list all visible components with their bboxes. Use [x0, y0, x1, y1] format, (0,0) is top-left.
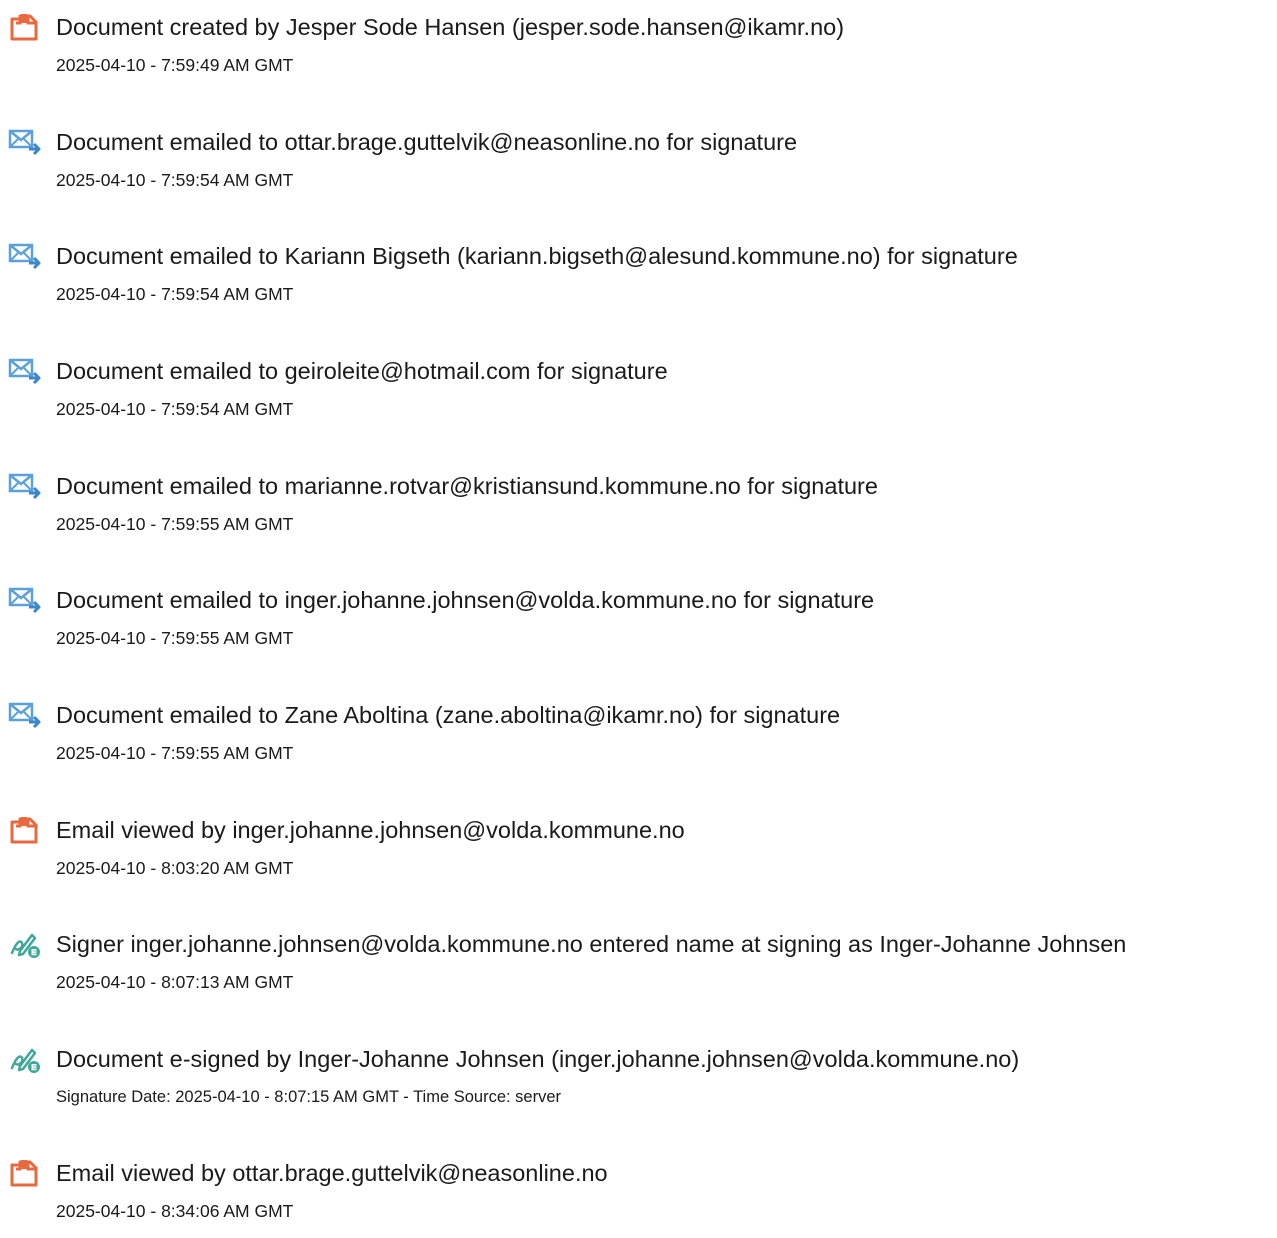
event-timestamp: 2025-04-10 - 7:59:55 AM GMT — [56, 743, 294, 763]
event-description: Email viewed by ottar.brage.guttelvik@neasonline.no — [56, 1160, 608, 1186]
event-timestamp: 2025-04-10 - 7:59:54 AM GMT — [56, 284, 294, 304]
esign-icon — [8, 1044, 42, 1074]
document-created-icon — [8, 12, 42, 42]
event-timestamp: 2025-04-10 - 7:59:55 AM GMT — [56, 514, 294, 534]
audit-event — [0, 241, 1277, 321]
audit-event — [0, 1044, 1277, 1124]
event-timestamp: 2025-04-10 - 7:59:54 AM GMT — [56, 399, 294, 419]
event-timestamp: 2025-04-10 - 8:03:20 AM GMT — [56, 858, 294, 878]
email-viewed-icon — [8, 815, 42, 845]
email-sent-icon — [8, 471, 42, 501]
audit-event — [0, 471, 1277, 551]
audit-event — [0, 585, 1277, 665]
audit-event — [0, 12, 1277, 92]
email-sent-icon — [8, 700, 42, 730]
audit-event — [0, 127, 1277, 207]
email-sent-icon — [8, 356, 42, 386]
event-description: Document e-signed by Inger-Johanne Johnsen (inger.johanne.johnsen@volda.kommune.no) — [56, 1046, 1020, 1072]
esign-icon — [8, 929, 42, 959]
email-viewed-icon — [8, 1158, 42, 1188]
event-description: Signer inger.johanne.johnsen@volda.kommune.no entered name at signing as Inger-Johanne Johnsen — [56, 931, 1127, 957]
event-description: Email viewed by inger.johanne.johnsen@volda.kommune.no — [56, 817, 685, 843]
email-sent-icon — [8, 585, 42, 615]
audit-event — [0, 815, 1277, 895]
event-description: Document emailed to inger.johanne.johnsen@volda.kommune.no for signature — [56, 587, 875, 613]
audit-event — [0, 929, 1277, 1009]
audit-event — [0, 356, 1277, 436]
event-timestamp: 2025-04-10 - 8:34:06 AM GMT — [56, 1201, 294, 1221]
event-description: Document emailed to Zane Aboltina (zane.aboltina@ikamr.no) for signature — [56, 702, 841, 728]
email-sent-icon — [8, 127, 42, 157]
event-description: Document created by Jesper Sode Hansen (jesper.sode.hansen@ikamr.no) — [56, 14, 845, 40]
event-description: Document emailed to Kariann Bigseth (kariann.bigseth@alesund.kommune.no) for signature — [56, 243, 1018, 269]
event-description: Document emailed to geiroleite@hotmail.com for signature — [56, 358, 668, 384]
event-timestamp: 2025-04-10 - 7:59:55 AM GMT — [56, 628, 294, 648]
event-timestamp: 2025-04-10 - 7:59:54 AM GMT — [56, 170, 294, 190]
event-description: Document emailed to ottar.brage.guttelvik@neasonline.no for signature — [56, 129, 798, 155]
signature-details: Signature Date: 2025-04-10 - 8:07:15 AM GMT - Time Source: server — [56, 1088, 562, 1106]
email-sent-icon — [8, 241, 42, 271]
event-timestamp: 2025-04-10 - 7:59:49 AM GMT — [56, 55, 294, 75]
event-timestamp: 2025-04-10 - 8:07:13 AM GMT — [56, 972, 294, 992]
event-description: Document emailed to marianne.rotvar@kristiansund.kommune.no for signature — [56, 473, 878, 499]
audit-event — [0, 700, 1277, 780]
audit-event — [0, 1158, 1277, 1238]
